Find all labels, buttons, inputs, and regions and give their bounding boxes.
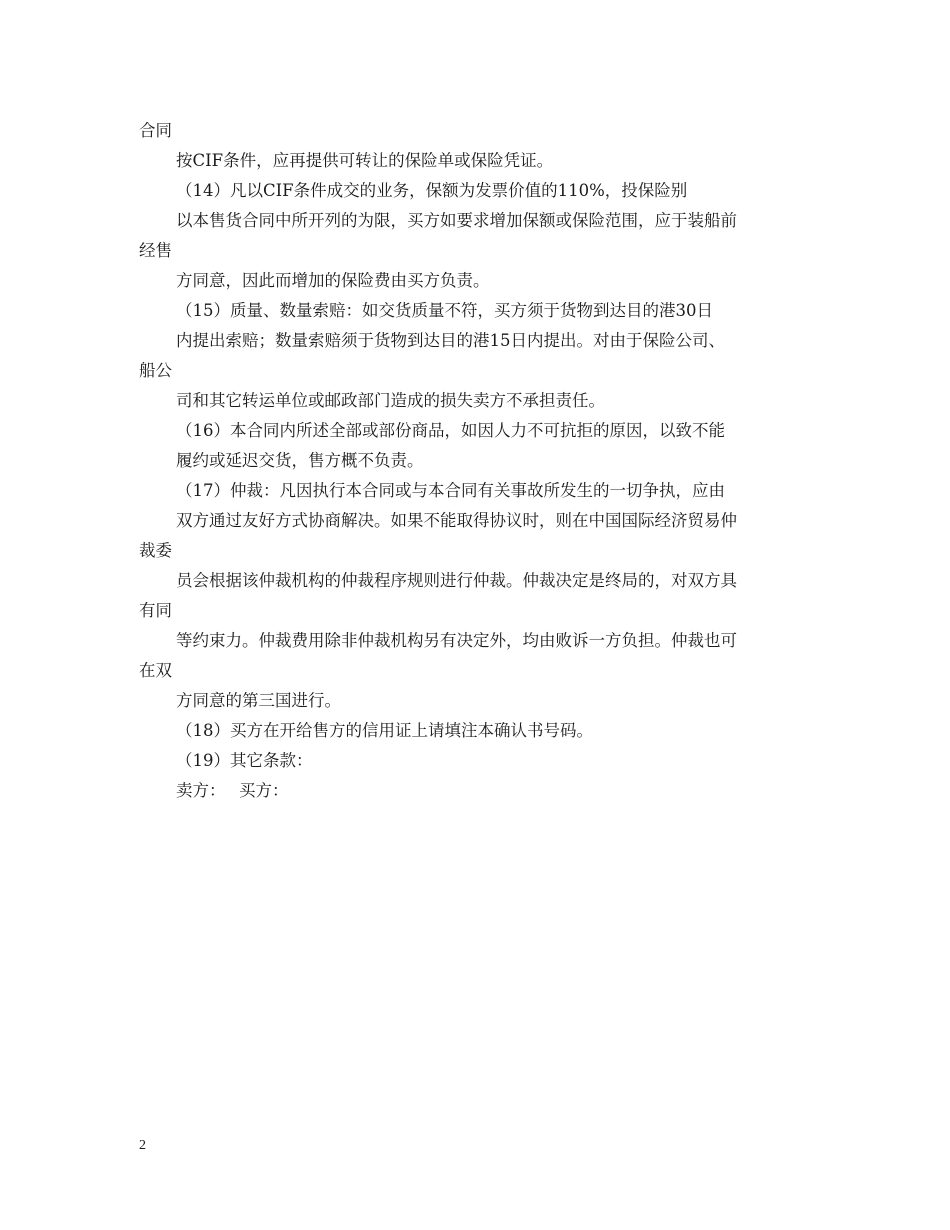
text-line: 有同	[139, 601, 172, 620]
text-line: 船公	[139, 361, 172, 380]
text-line: 以本售货合同中所开列的为限，买方如要求增加保额或保险范围，应于装船前	[176, 211, 737, 230]
text-line: （18）买方在开给售方的信用证上请填注本确认书号码。	[176, 721, 593, 740]
text-line: 经售	[139, 241, 172, 260]
text-line: 合同	[139, 121, 172, 140]
text-line: （15）质量、数量索赔：如交货质量不符，买方须于货物到达目的港30日	[176, 301, 713, 320]
document-body	[139, 116, 819, 806]
text-line: 内提出索赔；数量索赔须于货物到达目的港15日内提出。对由于保险公司、	[176, 331, 725, 350]
text-line: （19）其它条款：	[176, 751, 313, 770]
text-line: 等约束力。仲裁费用除非仲裁机构另有决定外，均由败诉一方负担。仲裁也可	[176, 631, 737, 650]
page-number: 2	[139, 1138, 146, 1153]
text-line: （16）本合同内所述全部或部份商品，如因人力不可抗拒的原因，以致不能	[176, 421, 725, 440]
text-line: 裁委	[139, 541, 172, 560]
text-line: 司和其它转运单位或邮政部门造成的损失卖方不承担责任。	[176, 391, 605, 410]
text-line: 卖方： 买方：	[176, 781, 289, 800]
text-line: 双方通过友好方式协商解决。如果不能取得协议时，则在中国国际经济贸易仲	[176, 511, 737, 530]
text-line: 方同意，因此而增加的保险费由买方负责。	[176, 271, 490, 290]
text-line: 在双	[139, 661, 172, 680]
text-line: 员会根据该仲裁机构的仲裁程序规则进行仲裁。仲裁决定是终局的，对双方具	[176, 571, 737, 590]
text-line: 方同意的第三国进行。	[176, 691, 341, 710]
text-line: 履约或延迟交货，售方概不负责。	[176, 451, 424, 470]
text-line: （14）凡以CIF条件成交的业务，保额为发票价值的110%，投保险别	[176, 181, 688, 200]
text-line: 按CIF条件，应再提供可转让的保险单或保险凭证。	[176, 151, 554, 170]
text-line: （17）仲裁：凡因执行本合同或与本合同有关事故所发生的一切争执，应由	[176, 481, 725, 500]
